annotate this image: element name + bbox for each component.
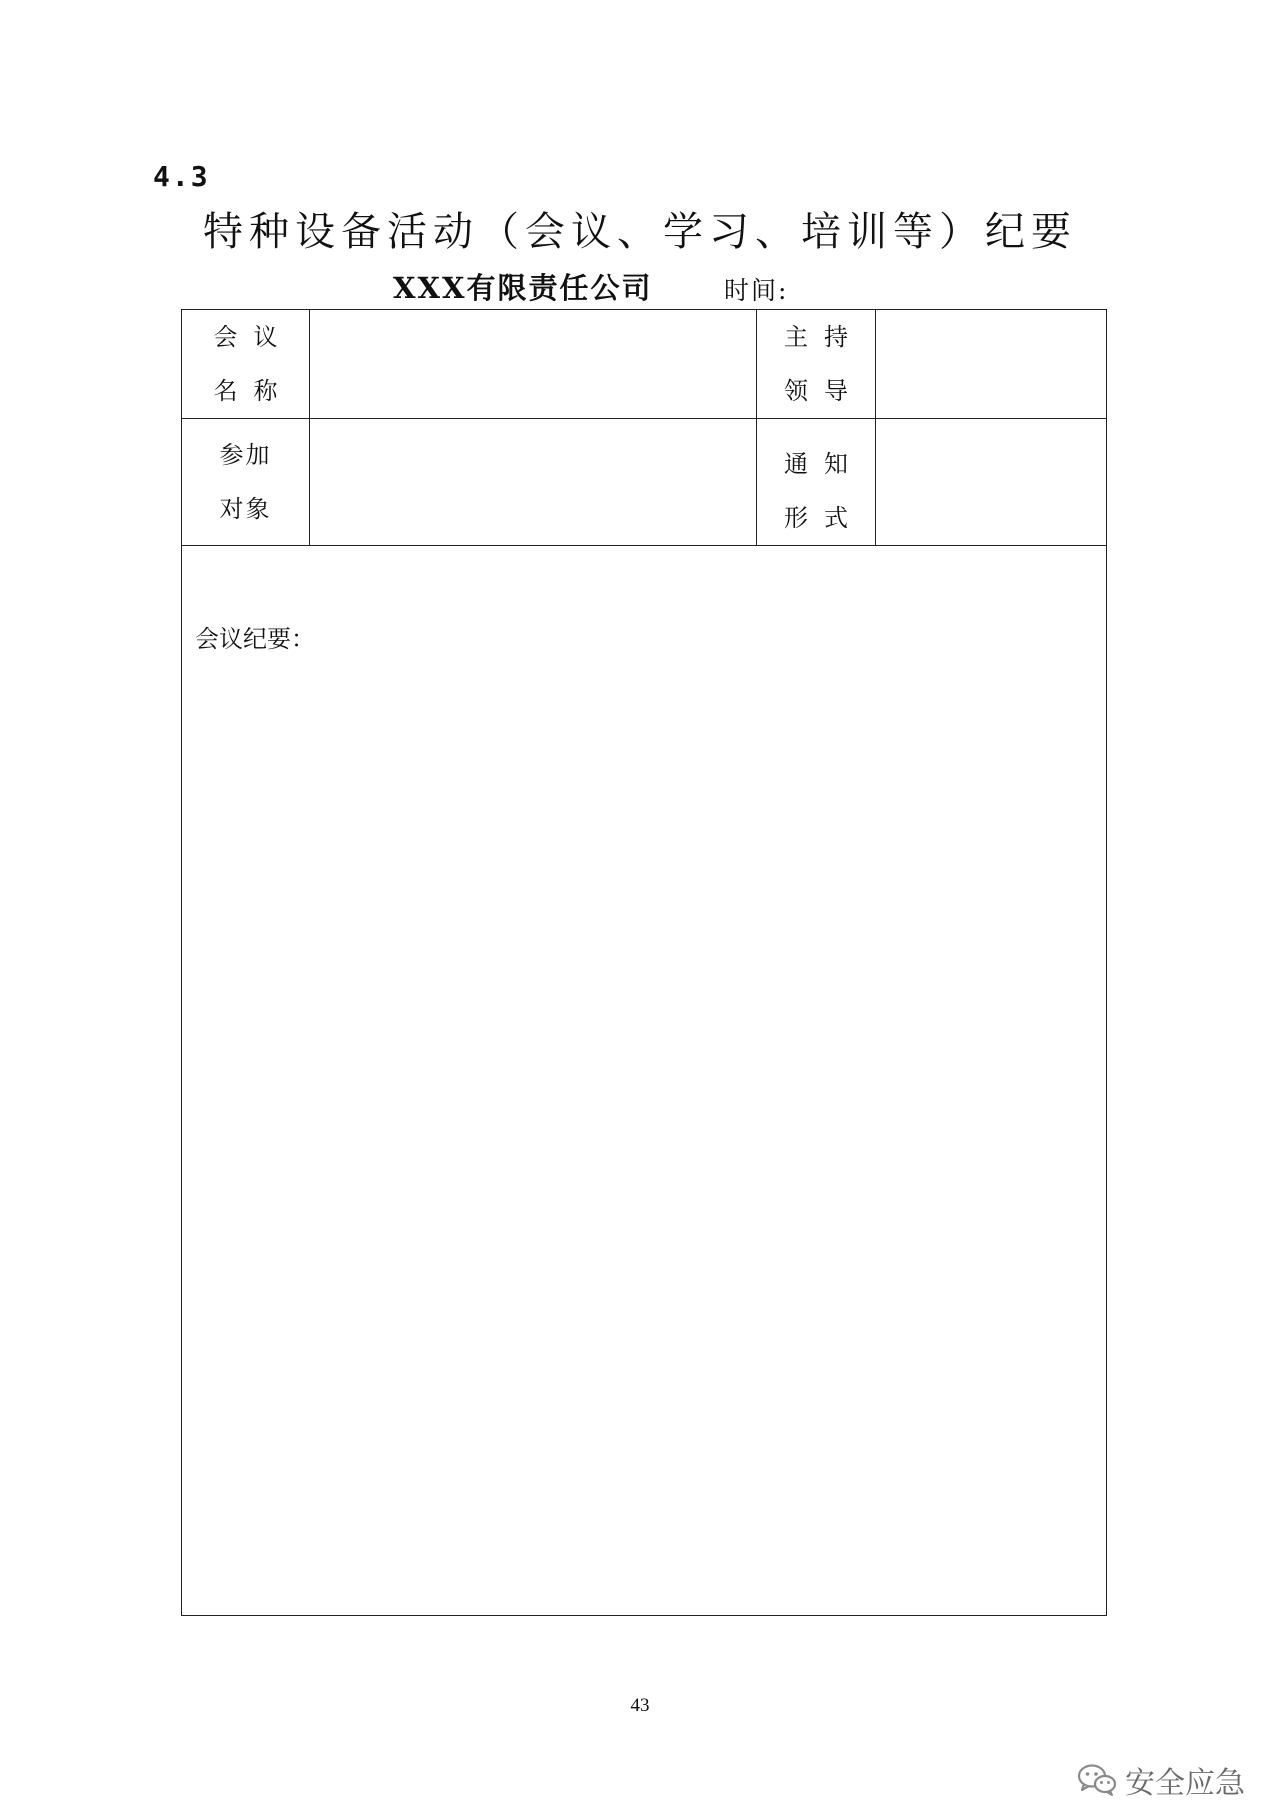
notice-label-line2: 形式 bbox=[784, 504, 864, 532]
notice-label-cell bbox=[757, 419, 876, 546]
minutes-form-table bbox=[181, 309, 1107, 1616]
time-label: 时间: bbox=[724, 276, 789, 305]
participants-label-line1: 参加 bbox=[219, 441, 272, 469]
meeting-name-label-cell bbox=[182, 310, 310, 419]
page-number: 43 bbox=[630, 1695, 650, 1716]
host-label-line1: 主持 bbox=[784, 323, 864, 351]
participants-label-cell bbox=[182, 419, 310, 546]
minutes-label: 会议纪要： bbox=[195, 625, 315, 653]
notice-field[interactable] bbox=[876, 419, 1107, 546]
meeting-name-label-line2: 名称 bbox=[213, 377, 294, 405]
minutes-field[interactable] bbox=[182, 546, 1107, 1616]
form-row-participants bbox=[182, 419, 1107, 546]
form-row-minutes bbox=[182, 546, 1107, 1616]
form-row-meeting bbox=[182, 310, 1107, 419]
watermark-text: 安全应急 bbox=[1125, 1766, 1245, 1801]
meeting-name-label-line1: 会议 bbox=[213, 323, 294, 351]
watermark bbox=[1077, 1757, 1245, 1803]
wechat-icon bbox=[1077, 1763, 1117, 1797]
company-name: XXX有限责任公司 bbox=[393, 271, 653, 305]
host-label-line2: 领导 bbox=[784, 377, 864, 405]
notice-label-line1: 通知 bbox=[784, 450, 864, 478]
host-label-cell bbox=[757, 310, 876, 419]
host-field[interactable] bbox=[876, 310, 1107, 419]
participants-label-line2: 对象 bbox=[219, 495, 272, 523]
section-number: 4.3 bbox=[153, 160, 210, 193]
document-title: 特种设备活动（会议、学习、培训等）纪要 bbox=[203, 209, 1077, 255]
participants-field[interactable] bbox=[310, 419, 757, 546]
meeting-name-field[interactable] bbox=[310, 310, 757, 419]
